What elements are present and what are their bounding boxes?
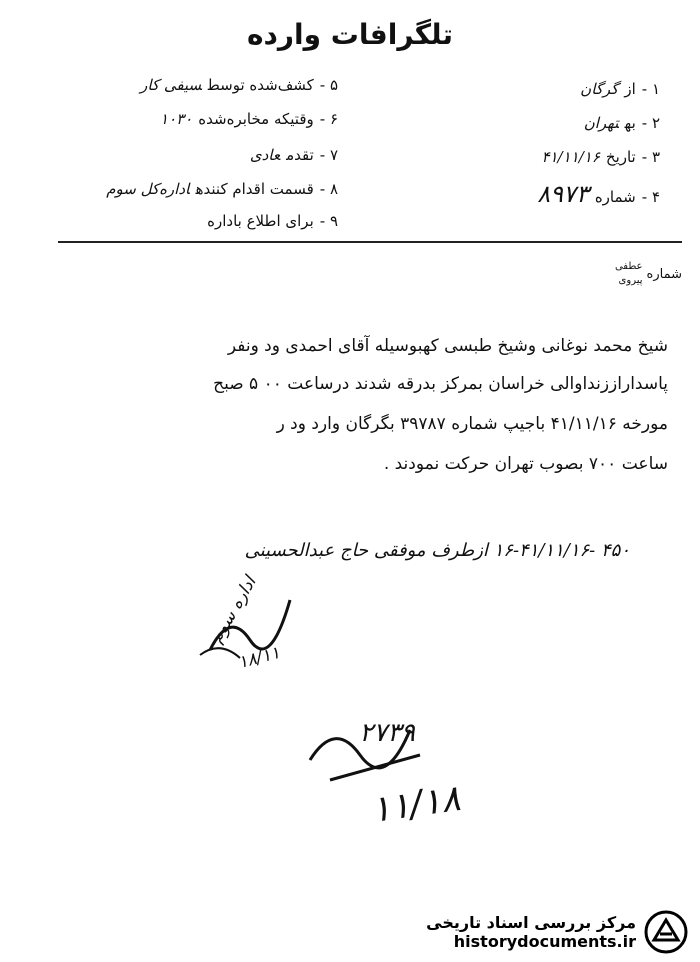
divider <box>58 241 682 243</box>
body-line-1: شیخ محمد نوغانی وشیخ طبسی کهبوسیله آقای احمدی ود ونفر <box>227 336 668 356</box>
archive-logo-icon <box>644 910 688 954</box>
field-priority: ۷ -تقدمعادی <box>249 146 338 164</box>
field-transmitted-at: ۶ -وقتیکه مخابره‌شده۱۰۳۰ <box>160 110 338 128</box>
reference-number-label: شماره عطفی پیروی <box>614 261 682 286</box>
reference-label-top: عطفی <box>614 261 643 272</box>
field-from: ۱ -ازگرگان <box>580 80 660 98</box>
watermark-persian: مرکز بررسی اسناد تاریخی <box>426 913 636 932</box>
field-decoded-by: ۵ -کشف‌شده توسطسیفی کار <box>140 76 338 94</box>
body-line-2: پاسداراززنداوالی خراسان بمرکز بدرقه شدند درساعت ۰۰ ۵ صبح <box>213 374 668 394</box>
field-action-dept: ۸ -قسمت اقدام کنندهاداره‌کل سوم <box>106 180 338 198</box>
annotation-number: ۲۷۳۹ <box>359 718 415 748</box>
reference-label-bottom: پیروی <box>618 275 643 286</box>
page-title: تلگرافات وارده <box>247 18 453 51</box>
field-date: ۳ -تاریخ۴۱/۱۱/۱۶ <box>541 148 660 166</box>
watermark-url: historydocuments.ir <box>453 932 636 951</box>
field-to: ۲ -بهتهران <box>583 114 660 132</box>
signature-scrawl-1 <box>190 580 310 660</box>
watermark <box>426 910 688 954</box>
field-info-for: ۹ -برای اطلاع باداره <box>207 212 338 230</box>
field-number: ۴ -شماره۸۹۷۳ <box>537 180 660 208</box>
body-line-3: مورخه ۴۱/۱۱/۱۶ باجیپ شماره ۳۹۷۸۷ بگرگان وارد ود ر <box>276 414 668 434</box>
sender-line: ۴۵۰ -۱۶-۴۱/۱۱/۱۶ ازطرف موفقی حاج عبدالحسینی <box>244 540 630 561</box>
annotation-dept: اداره سوم <box>206 573 261 647</box>
body-line-4: ساعت ۷۰۰ بصوب تهران حرکت نمودند . <box>383 454 668 474</box>
signature-scrawl-2 <box>300 700 440 790</box>
annotation-date-2: ۱۱/۱۸ <box>368 777 463 832</box>
annotation-date-1: ۱۸/۱۱ <box>235 642 282 674</box>
